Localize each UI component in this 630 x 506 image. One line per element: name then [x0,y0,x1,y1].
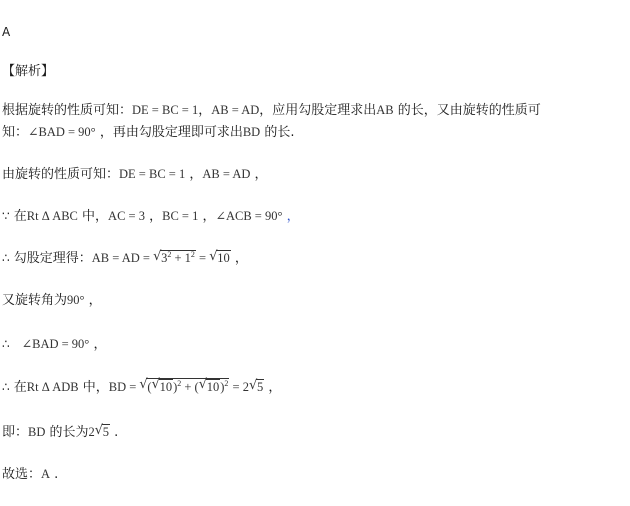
separator: ， [198,209,216,224]
step-1 [2,166,268,183]
analysis-text: 的长. [260,125,295,140]
separator: ， [198,103,212,118]
analysis-text: 知： [2,125,29,140]
step-text: 在 [9,209,27,224]
equals: = 2 [229,380,249,394]
therefore-symbol: ∴ [2,337,10,351]
answer-letter [2,24,10,40]
step-text: 中， [78,380,109,395]
radicand: 5 [256,380,264,394]
sqrt-icon: √ [94,423,104,438]
equation-bc: BC = 1 [162,209,199,223]
radicand: 10 [206,380,220,394]
segment-ab: AB [376,103,394,117]
equation-ab-ad: AB = AD [211,103,260,117]
separator: ， [89,337,107,352]
equation-ab-ad: AB = AD = [91,251,154,265]
step-text: 勾股定理得： [9,251,92,266]
equation-de-bc: DE = BC = 1 [132,103,199,117]
exponent: 2 [167,250,172,259]
separator: ， [264,380,282,395]
sqrt-icon: √ [153,249,162,264]
separator: ， [250,167,268,182]
step-2 [2,208,300,225]
therefore-symbol: ∴ [2,380,10,394]
sqrt-icon: √ [139,377,148,392]
analysis-text: 的长，又由旋转的性质可 [393,103,541,118]
sqrt-icon: √ [248,378,258,393]
step-text: 中， [77,209,109,224]
radicand-term: + ( [181,380,199,394]
step-text: 又旋转角为 [2,293,68,308]
equation-ac: AC = 3 [108,209,145,223]
answer-letter-text: A [2,25,11,39]
coefficient: 2 [88,425,95,439]
radicand: 10 [217,251,230,265]
segment-bd: BD [242,125,261,139]
radical-result [249,379,264,395]
analysis-text: 根据旋转的性质可知： [2,103,133,118]
step-text: 故选： [2,467,42,482]
sqrt-icon: √ [151,377,160,392]
angle-bad: ∠BAD = 90° [21,337,90,351]
equation-ab-ad: AB = AD [202,167,251,181]
therefore-symbol: ∴ [2,251,10,265]
separator: ， [185,167,203,182]
exponent: 2 [177,379,182,388]
step-6 [2,378,281,396]
rotation-angle: 90° [67,293,85,307]
step-text: 的长为 [45,425,89,440]
analysis-text: ，再由勾股定理即可求出 [95,125,243,140]
step-4 [2,292,102,309]
radicand-term: + 1 [171,251,191,265]
step-3 [2,250,248,267]
separator: . [110,425,119,440]
equation-bd: BD = [108,380,140,394]
equals: = [195,251,210,265]
step-text: 在 [9,380,27,395]
step-text: 即： [2,425,29,440]
analysis-line-1 [2,102,541,119]
final-choice: A [41,467,51,481]
step-7 [2,424,118,441]
exponent: 2 [190,250,195,259]
step-5 [2,336,106,353]
section-title [2,64,54,80]
radicand: 5 [102,425,110,439]
triangle-adb: Rt Δ ADB [26,380,79,394]
separator: ， [282,209,300,224]
separator: ， [84,293,102,308]
separator: ， [230,251,248,266]
equation-de-bc: DE = BC = 1 [119,167,186,181]
radical-expression [153,250,196,266]
separator: ， [144,209,163,224]
step-8 [2,466,58,483]
angle-bad: ∠BAD = 90° [28,125,96,139]
step-text: 由旋转的性质可知： [2,167,120,182]
exponent: 2 [224,379,229,388]
sqrt-icon: √ [209,249,218,264]
radicand-term: 3 [161,251,168,265]
radical-expression: √ ( √ 10)$^2$ + ( √ 10)$^2$ [139,377,229,394]
triangle-abc: Rt Δ ABC [26,209,78,223]
segment-bd: BD [28,425,46,439]
because-symbol: ∵ [2,209,10,223]
sqrt-icon: √ [198,377,208,392]
analysis-line-2 [2,124,294,141]
radicand: 10 [159,380,173,394]
section-title-text: 【解析】 [2,64,55,79]
radical-result [209,250,231,266]
analysis-text: ，应用勾股定理求出 [259,103,377,118]
separator: . [50,467,59,482]
angle-acb: ∠ACB = 90° [215,209,283,223]
radical-result [95,424,110,440]
